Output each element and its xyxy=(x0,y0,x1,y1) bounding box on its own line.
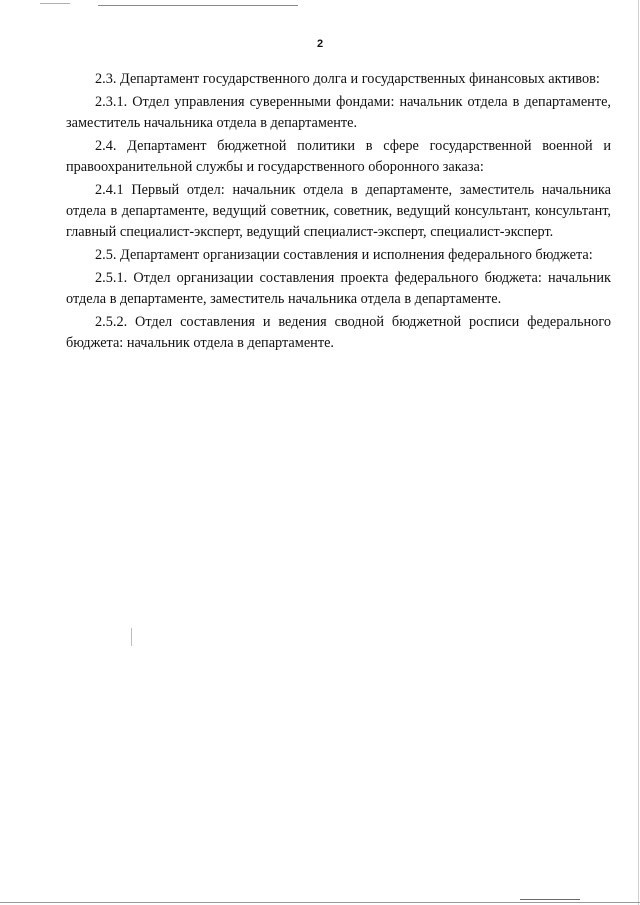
scan-edge-top xyxy=(98,5,298,6)
document-body xyxy=(66,69,611,356)
paragraph-2-3-1: 2.3.1. Отдел управления суверенными фондами: начальник отдела в департаменте, заместитель начальника отдела в департаменте. xyxy=(66,94,611,131)
scan-edge-right xyxy=(638,0,639,905)
scan-edge-top-mark xyxy=(40,3,70,4)
paragraph-2-4: 2.4. Департамент бюджетной политики в сфере государственной военной и правоохранительной службы и государственного оборонного заказа: xyxy=(66,138,611,175)
scan-edge-bottom-mark xyxy=(520,899,580,900)
paragraph-2-5-1: 2.5.1. Отдел организации составления проекта федерального бюджета: начальник отдела в департаменте, заместитель начальника отдела в департаменте. xyxy=(66,270,611,307)
paragraph-2-4-1: 2.4.1 Первый отдел: начальник отдела в департаменте, заместитель начальника отдела в департаменте, ведущий советник, советник, ведущий консультант, консультант, главный специалист-эксперт, ведущий специалист-эксперт, специалист-эксперт. xyxy=(66,182,611,240)
paragraph-2-5: 2.5. Департамент организации составления и исполнения федерального бюджета: xyxy=(95,247,593,263)
scan-artifact-mark xyxy=(131,628,132,646)
paragraph-2-5-2: 2.5.2. Отдел составления и ведения сводной бюджетной росписи федерального бюджета: начальник отдела в департаменте. xyxy=(66,314,611,351)
scan-edge-bottom xyxy=(0,902,640,903)
paragraph-2-3: 2.3. Департамент государственного долга и государственных финансовых активов: xyxy=(95,71,600,87)
page-number: 2 xyxy=(316,38,324,50)
